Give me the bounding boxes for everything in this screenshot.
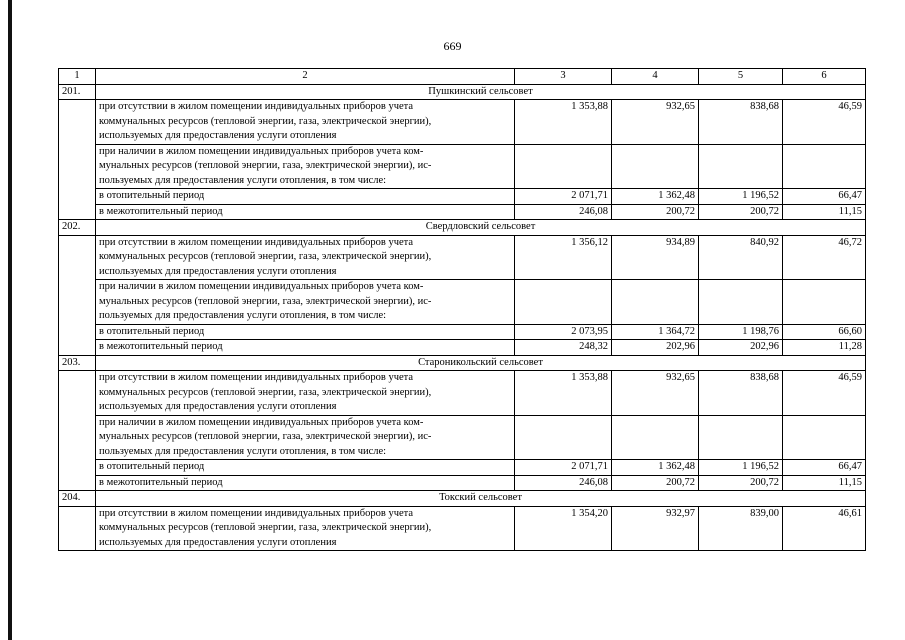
row-description <box>96 189 515 205</box>
row-description <box>96 204 515 220</box>
value-cell: 11,15 <box>783 475 866 491</box>
description-line: используемых для предоставления услуги отопления <box>99 401 337 412</box>
description-line: используемых для предоставления услуги отопления <box>99 130 337 141</box>
table-row <box>59 506 866 551</box>
value-cell <box>515 415 612 460</box>
table-row <box>59 204 866 220</box>
value-cell: 46,72 <box>783 235 866 280</box>
row-description <box>96 415 515 460</box>
section-number: 204. <box>59 491 96 507</box>
column-header: 6 <box>783 69 866 85</box>
value-cell: 1 353,88 <box>515 371 612 416</box>
description-line: пользуемых для предоставления услуги отопления, в том числе: <box>99 310 387 321</box>
row-description <box>96 371 515 416</box>
value-cell <box>612 144 699 189</box>
table-row <box>59 460 866 476</box>
value-cell <box>783 280 866 325</box>
row-description <box>96 235 515 280</box>
value-cell: 246,08 <box>515 475 612 491</box>
value-cell: 1 196,52 <box>699 189 783 205</box>
value-cell: 11,15 <box>783 204 866 220</box>
value-cell: 839,00 <box>699 506 783 551</box>
value-cell: 246,08 <box>515 204 612 220</box>
description-line: в отопительный период <box>99 325 205 337</box>
value-cell: 200,72 <box>612 475 699 491</box>
description-line: мунальных ресурсов (тепловой энергии, газа, электрической энергии), ис- <box>99 431 432 442</box>
value-cell: 838,68 <box>699 371 783 416</box>
row-description <box>96 280 515 325</box>
value-cell <box>612 280 699 325</box>
section-header-row <box>59 84 866 100</box>
value-cell <box>612 415 699 460</box>
column-header: 2 <box>96 69 515 85</box>
value-cell: 1 362,48 <box>612 189 699 205</box>
value-cell <box>699 280 783 325</box>
section-header-row <box>59 220 866 236</box>
value-cell <box>515 280 612 325</box>
value-cell: 1 354,20 <box>515 506 612 551</box>
section-header-row <box>59 355 866 371</box>
column-header: 4 <box>612 69 699 85</box>
value-cell: 1 356,12 <box>515 235 612 280</box>
tariff-table <box>58 68 866 551</box>
row-description <box>96 475 515 491</box>
value-cell: 934,89 <box>612 235 699 280</box>
description-line: пользуемых для предоставления услуги отопления, в том числе: <box>99 174 387 186</box>
value-cell: 11,28 <box>783 340 866 356</box>
table-row <box>59 415 866 460</box>
value-cell: 202,96 <box>699 340 783 356</box>
value-cell: 1 364,72 <box>612 324 699 340</box>
value-cell: 2 073,95 <box>515 324 612 340</box>
row-description <box>96 340 515 356</box>
value-cell: 66,60 <box>783 324 866 340</box>
row-description <box>96 460 515 476</box>
value-cell <box>699 144 783 189</box>
value-cell: 1 196,52 <box>699 460 783 476</box>
description-line: при отсутствии в жилом помещении индивидуальных приборов учета <box>99 372 414 383</box>
row-description <box>96 144 515 189</box>
row-description <box>96 506 515 551</box>
description-line: в отопительный период <box>99 190 205 201</box>
value-cell: 932,97 <box>612 506 699 551</box>
value-cell: 202,96 <box>612 340 699 356</box>
section-number-spacer <box>59 371 96 491</box>
column-header: 5 <box>699 69 783 85</box>
column-header: 3 <box>515 69 612 85</box>
table-row <box>59 235 866 280</box>
table-row <box>59 189 866 205</box>
description-line: коммунальных ресурсов (тепловой энергии, газа, электрической энергии), <box>99 386 432 398</box>
description-line: в отопительный период <box>99 461 205 472</box>
value-cell: 932,65 <box>612 371 699 416</box>
value-cell: 1 362,48 <box>612 460 699 476</box>
section-number-spacer <box>59 235 96 355</box>
description-line: при наличии в жилом помещении индивидуальных приборов учета ком- <box>99 145 424 157</box>
section-name: Токский сельсовет <box>96 491 866 507</box>
description-line: в межотопительный период <box>99 205 223 217</box>
description-line: при отсутствии в жилом помещении индивидуальных приборов учета <box>99 236 414 248</box>
section-name: Пушкинский сельсовет <box>96 84 866 100</box>
description-line: используемых для предоставления услуги отопления <box>99 536 337 548</box>
binding-edge <box>8 0 12 640</box>
section-number: 201. <box>59 84 96 100</box>
table-row <box>59 100 866 145</box>
description-line: мунальных ресурсов (тепловой энергии, газа, электрической энергии), ис- <box>99 160 432 171</box>
section-number-spacer <box>59 100 96 220</box>
value-cell <box>783 144 866 189</box>
table-row <box>59 144 866 189</box>
description-line: коммунальных ресурсов (тепловой энергии, газа, электрической энергии), <box>99 251 432 262</box>
value-cell <box>699 415 783 460</box>
description-line: коммунальных ресурсов (тепловой энергии, газа, электрической энергии), <box>99 115 432 127</box>
description-line: в межотопительный период <box>99 476 223 488</box>
value-cell: 66,47 <box>783 189 866 205</box>
value-cell: 2 071,71 <box>515 460 612 476</box>
table-body <box>59 69 866 551</box>
description-line: пользуемых для предоставления услуги отопления, в том числе: <box>99 445 387 457</box>
value-cell <box>783 415 866 460</box>
value-cell: 46,59 <box>783 100 866 145</box>
table-row <box>59 340 866 356</box>
value-cell: 2 071,71 <box>515 189 612 205</box>
value-cell: 840,92 <box>699 235 783 280</box>
table-header-row <box>59 69 866 85</box>
description-line: в межотопительный период <box>99 341 223 352</box>
value-cell: 1 198,76 <box>699 324 783 340</box>
section-name: Свердловский сельсовет <box>96 220 866 236</box>
value-cell: 66,47 <box>783 460 866 476</box>
section-number: 202. <box>59 220 96 236</box>
value-cell <box>515 144 612 189</box>
description-line: при наличии в жилом помещении индивидуальных приборов учета ком- <box>99 416 424 428</box>
description-line: при наличии в жилом помещении индивидуальных приборов учета ком- <box>99 281 424 292</box>
value-cell: 932,65 <box>612 100 699 145</box>
description-line: при отсутствии в жилом помещении индивидуальных приборов учета <box>99 507 414 519</box>
description-line: мунальных ресурсов (тепловой энергии, газа, электрической энергии), ис- <box>99 295 432 307</box>
value-cell: 200,72 <box>699 204 783 220</box>
section-number-spacer <box>59 506 96 551</box>
value-cell: 46,61 <box>783 506 866 551</box>
value-cell: 200,72 <box>612 204 699 220</box>
section-header-row <box>59 491 866 507</box>
section-name: Староникольский сельсовет <box>96 355 866 371</box>
row-description <box>96 100 515 145</box>
value-cell: 248,32 <box>515 340 612 356</box>
description-line: коммунальных ресурсов (тепловой энергии, газа, электрической энергии), <box>99 522 432 533</box>
row-description <box>96 324 515 340</box>
page-number: 669 <box>443 39 462 53</box>
value-cell: 838,68 <box>699 100 783 145</box>
section-number: 203. <box>59 355 96 371</box>
value-cell: 1 353,88 <box>515 100 612 145</box>
table-row <box>59 371 866 416</box>
table-row <box>59 475 866 491</box>
value-cell: 200,72 <box>699 475 783 491</box>
table-row <box>59 280 866 325</box>
value-cell: 46,59 <box>783 371 866 416</box>
description-line: при отсутствии в жилом помещении индивидуальных приборов учета <box>99 101 414 112</box>
table-row <box>59 324 866 340</box>
column-header: 1 <box>59 69 96 85</box>
description-line: используемых для предоставления услуги отопления <box>99 265 337 277</box>
